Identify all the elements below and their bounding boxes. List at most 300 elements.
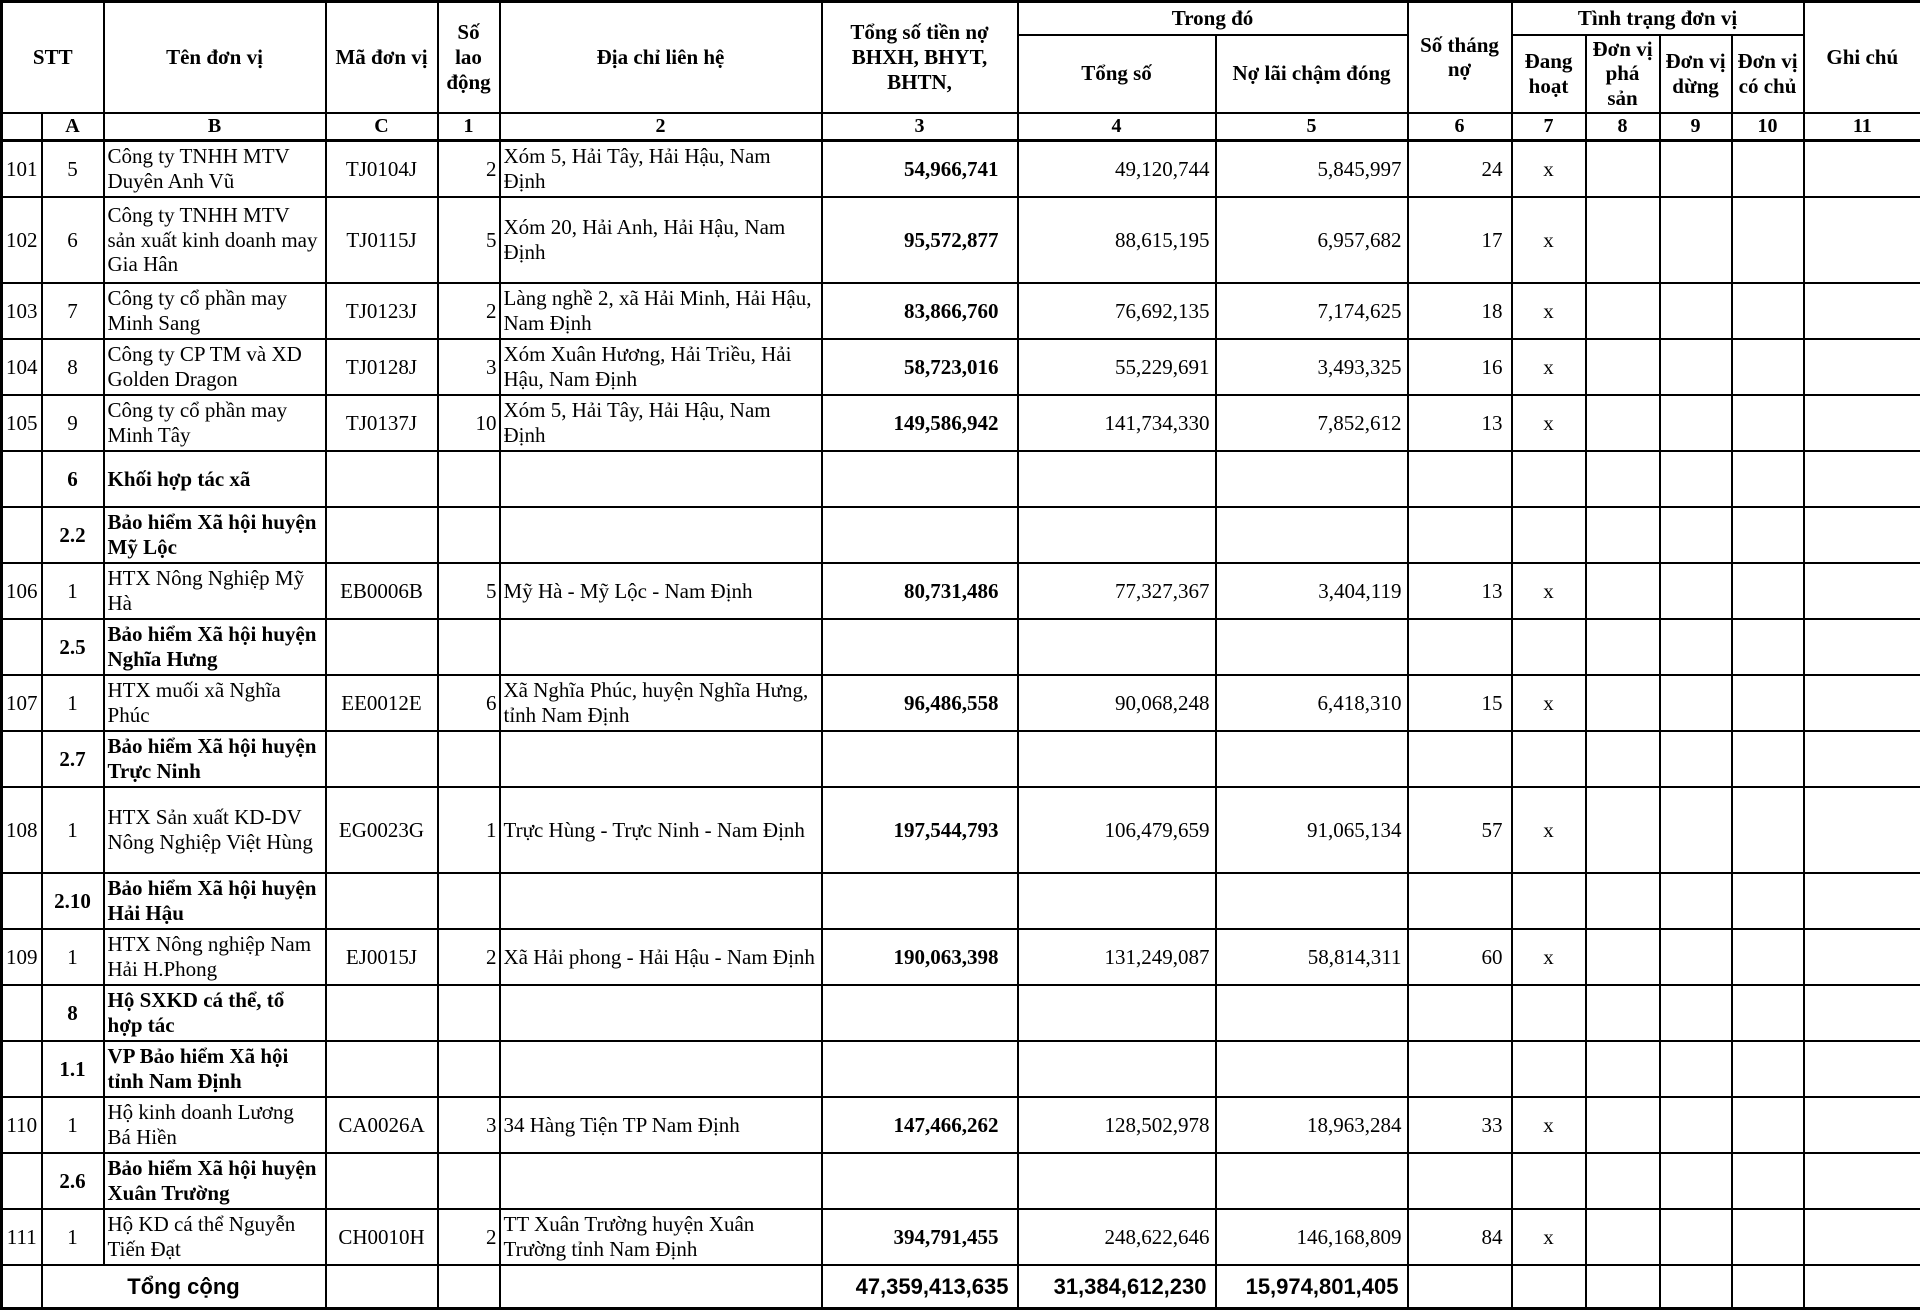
index-cell: 8 bbox=[1586, 113, 1660, 141]
cell-total-debt: 197,544,793 bbox=[822, 787, 1018, 873]
cell-months-owed bbox=[1408, 873, 1512, 929]
header-breakdown-total: Tổng số bbox=[1018, 35, 1216, 113]
cell-workers: 1 bbox=[438, 787, 500, 873]
cell-status-stopped bbox=[1660, 985, 1732, 1041]
cell-status-stopped bbox=[1660, 1209, 1732, 1265]
cell-total-debt: 83,866,760 bbox=[822, 283, 1018, 339]
cell-note bbox=[1804, 1209, 1920, 1265]
cell-stt: 104 bbox=[2, 339, 42, 395]
cell-note bbox=[1804, 873, 1920, 929]
cell-note bbox=[1804, 619, 1920, 675]
cell-section-name: Hộ SXKD cá thể, tổ hợp tác bbox=[104, 985, 326, 1041]
cell-note bbox=[1804, 563, 1920, 619]
cell-breakdown-total bbox=[1018, 1153, 1216, 1209]
index-cell: 4 bbox=[1018, 113, 1216, 141]
cell-note bbox=[1804, 1153, 1920, 1209]
cell-address bbox=[500, 731, 822, 787]
cell-workers: 5 bbox=[438, 563, 500, 619]
cell-total-debt bbox=[822, 1041, 1018, 1097]
cell-late-interest bbox=[1216, 873, 1408, 929]
cell-breakdown-total: 141,734,330 bbox=[1018, 395, 1216, 451]
cell-status-bankrupt bbox=[1586, 929, 1660, 985]
header-status-bankrupt: Đơn vị phá sản bbox=[1586, 35, 1660, 113]
data-row bbox=[2, 563, 1920, 619]
cell-unit-name: Hộ KD cá thể Nguyễn Tiến Đạt bbox=[104, 1209, 326, 1265]
cell-status-owner bbox=[1732, 1041, 1804, 1097]
cell-unit-code bbox=[326, 507, 438, 563]
cell-unit-name: Công ty cổ phần may Minh Tây bbox=[104, 395, 326, 451]
cell-section-name: Bảo hiểm Xã hội huyện Nghĩa Hưng bbox=[104, 619, 326, 675]
header-workers: Số lao động bbox=[438, 2, 500, 113]
total-interest-sum: 15,974,801,405 bbox=[1216, 1265, 1408, 1309]
cell-status-owner bbox=[1732, 339, 1804, 395]
cell-sub-index: 5 bbox=[42, 141, 104, 197]
cell-status-stopped bbox=[1660, 1153, 1732, 1209]
section-row bbox=[2, 1041, 1920, 1097]
cell-unit-name: HTX muối xã Nghĩa Phúc bbox=[104, 675, 326, 731]
cell-unit-code bbox=[326, 731, 438, 787]
cell-note bbox=[1804, 507, 1920, 563]
cell-status-active: x bbox=[1512, 141, 1586, 197]
cell-unit-name: Công ty cổ phần may Minh Sang bbox=[104, 283, 326, 339]
cell-status-active: x bbox=[1512, 395, 1586, 451]
cell-status-owner bbox=[1732, 985, 1804, 1041]
cell-late-interest bbox=[1216, 731, 1408, 787]
cell-unit-name: HTX Nông nghiệp Nam Hải H.Phong bbox=[104, 929, 326, 985]
cell-sub-index: 1.1 bbox=[42, 1041, 104, 1097]
cell-breakdown-total: 106,479,659 bbox=[1018, 787, 1216, 873]
cell-section-name: Bảo hiểm Xã hội huyện Xuân Trường bbox=[104, 1153, 326, 1209]
cell-late-interest: 146,168,809 bbox=[1216, 1209, 1408, 1265]
cell-stt bbox=[2, 507, 42, 563]
cell-total-debt bbox=[822, 873, 1018, 929]
cell-status-active bbox=[1512, 451, 1586, 507]
cell-unit-code: EG0023G bbox=[326, 787, 438, 873]
cell-status-bankrupt bbox=[1586, 395, 1660, 451]
cell-address: Mỹ Hà - Mỹ Lộc - Nam Định bbox=[500, 563, 822, 619]
cell-unit-name: Công ty TNHH MTV Duyên Anh Vũ bbox=[104, 141, 326, 197]
cell-status-owner bbox=[1732, 929, 1804, 985]
cell-stt bbox=[2, 451, 42, 507]
total-label: Tổng cộng bbox=[42, 1265, 326, 1309]
header-status-stopped: Đơn vị dừng bbox=[1660, 35, 1732, 113]
header-months-owed: Số tháng nợ bbox=[1408, 2, 1512, 113]
cell-total-debt bbox=[822, 451, 1018, 507]
section-row bbox=[2, 507, 1920, 563]
cell-late-interest: 91,065,134 bbox=[1216, 787, 1408, 873]
cell-breakdown-total: 55,229,691 bbox=[1018, 339, 1216, 395]
cell-status-bankrupt bbox=[1586, 197, 1660, 283]
cell-address bbox=[500, 1041, 822, 1097]
cell-status-bankrupt bbox=[1586, 873, 1660, 929]
cell-address bbox=[500, 619, 822, 675]
cell-late-interest: 6,418,310 bbox=[1216, 675, 1408, 731]
cell-total-debt: 394,791,455 bbox=[822, 1209, 1018, 1265]
cell-address: Xã Nghĩa Phúc, huyện Nghĩa Hưng, tỉnh Nam Định bbox=[500, 675, 822, 731]
cell-breakdown-total bbox=[1018, 731, 1216, 787]
cell-months-owed bbox=[1408, 1041, 1512, 1097]
index-cell: 9 bbox=[1660, 113, 1732, 141]
cell-months-owed: 33 bbox=[1408, 1097, 1512, 1153]
cell-status-stopped bbox=[1660, 395, 1732, 451]
cell-unit-code bbox=[326, 451, 438, 507]
cell-sub-index: 1 bbox=[42, 563, 104, 619]
cell-note bbox=[1804, 283, 1920, 339]
cell-workers bbox=[438, 731, 500, 787]
cell-breakdown-total bbox=[1018, 451, 1216, 507]
cell-status-active: x bbox=[1512, 1209, 1586, 1265]
cell-stt: 101 bbox=[2, 141, 42, 197]
cell-status-bankrupt bbox=[1586, 1097, 1660, 1153]
cell-unit-code: TJ0137J bbox=[326, 395, 438, 451]
cell-note bbox=[1804, 1041, 1920, 1097]
cell-stt bbox=[2, 1041, 42, 1097]
cell-months-owed bbox=[1408, 507, 1512, 563]
cell-months-owed: 13 bbox=[1408, 563, 1512, 619]
cell-breakdown-total bbox=[1018, 507, 1216, 563]
cell-workers bbox=[438, 507, 500, 563]
cell-breakdown-total: 90,068,248 bbox=[1018, 675, 1216, 731]
cell-unit-code: TJ0104J bbox=[326, 141, 438, 197]
cell-breakdown-total: 76,692,135 bbox=[1018, 283, 1216, 339]
header-late-interest: Nợ lãi chậm đóng bbox=[1216, 35, 1408, 113]
cell-note bbox=[1804, 929, 1920, 985]
section-row bbox=[2, 985, 1920, 1041]
cell-note bbox=[1804, 197, 1920, 283]
cell-address: Xã Hải phong - Hải Hậu - Nam Định bbox=[500, 929, 822, 985]
cell-months-owed: 60 bbox=[1408, 929, 1512, 985]
cell-note bbox=[1804, 731, 1920, 787]
cell-total-debt bbox=[822, 1153, 1018, 1209]
cell-total-debt bbox=[822, 619, 1018, 675]
cell-stt: 109 bbox=[2, 929, 42, 985]
index-cell: 10 bbox=[1732, 113, 1804, 141]
cell-status-active: x bbox=[1512, 1097, 1586, 1153]
data-row bbox=[2, 395, 1920, 451]
cell-late-interest bbox=[1216, 1153, 1408, 1209]
cell-late-interest bbox=[1216, 451, 1408, 507]
cell-address: Xóm Xuân Hương, Hải Triều, Hải Hậu, Nam Định bbox=[500, 339, 822, 395]
cell-total-debt bbox=[822, 731, 1018, 787]
cell-status-owner bbox=[1732, 283, 1804, 339]
cell-status-stopped bbox=[1660, 563, 1732, 619]
cell-late-interest: 18,963,284 bbox=[1216, 1097, 1408, 1153]
cell-note bbox=[1804, 339, 1920, 395]
cell-sub-index: 6 bbox=[42, 451, 104, 507]
index-cell: 7 bbox=[1512, 113, 1586, 141]
cell-unit-code: EE0012E bbox=[326, 675, 438, 731]
cell-status-stopped bbox=[1660, 1097, 1732, 1153]
cell-status-bankrupt bbox=[1586, 141, 1660, 197]
cell-status-owner bbox=[1732, 563, 1804, 619]
total-principal-sum: 31,384,612,230 bbox=[1018, 1265, 1216, 1309]
cell-status-stopped bbox=[1660, 929, 1732, 985]
cell-workers: 3 bbox=[438, 339, 500, 395]
header-unit-status: Tình trạng đơn vị bbox=[1512, 2, 1804, 35]
cell-workers: 6 bbox=[438, 675, 500, 731]
cell-workers bbox=[438, 873, 500, 929]
index-cell: 6 bbox=[1408, 113, 1512, 141]
cell-breakdown-total: 248,622,646 bbox=[1018, 1209, 1216, 1265]
cell-status-stopped bbox=[1660, 451, 1732, 507]
index-cell: 11 bbox=[1804, 113, 1920, 141]
section-row bbox=[2, 731, 1920, 787]
cell-breakdown-total: 128,502,978 bbox=[1018, 1097, 1216, 1153]
cell-breakdown-total bbox=[1018, 619, 1216, 675]
cell-status-stopped bbox=[1660, 731, 1732, 787]
cell-status-active: x bbox=[1512, 675, 1586, 731]
cell-status-active: x bbox=[1512, 929, 1586, 985]
cell-breakdown-total: 131,249,087 bbox=[1018, 929, 1216, 985]
cell-unit-code bbox=[326, 985, 438, 1041]
cell-address bbox=[500, 507, 822, 563]
cell-status-owner bbox=[1732, 507, 1804, 563]
cell-months-owed bbox=[1408, 619, 1512, 675]
cell-breakdown-total bbox=[1018, 873, 1216, 929]
cell-months-owed bbox=[1408, 451, 1512, 507]
cell-late-interest: 3,493,325 bbox=[1216, 339, 1408, 395]
cell-late-interest: 3,404,119 bbox=[1216, 563, 1408, 619]
cell-status-stopped bbox=[1660, 873, 1732, 929]
cell-unit-code bbox=[326, 619, 438, 675]
cell-status-owner bbox=[1732, 395, 1804, 451]
cell-sub-index: 8 bbox=[42, 985, 104, 1041]
cell-sub-index: 1 bbox=[42, 929, 104, 985]
header-stt: STT bbox=[2, 2, 104, 113]
cell-status-stopped bbox=[1660, 283, 1732, 339]
cell-stt: 110 bbox=[2, 1097, 42, 1153]
cell-empty bbox=[1586, 1265, 1660, 1309]
cell-status-bankrupt bbox=[1586, 451, 1660, 507]
header-index-row bbox=[2, 113, 1920, 141]
cell-status-stopped bbox=[1660, 1041, 1732, 1097]
cell-total-debt: 147,466,262 bbox=[822, 1097, 1018, 1153]
cell-workers: 2 bbox=[438, 929, 500, 985]
cell-note bbox=[1804, 1097, 1920, 1153]
cell-late-interest bbox=[1216, 1041, 1408, 1097]
cell-sub-index: 1 bbox=[42, 1209, 104, 1265]
cell-status-owner bbox=[1732, 1097, 1804, 1153]
cell-late-interest: 5,845,997 bbox=[1216, 141, 1408, 197]
cell-note bbox=[1804, 675, 1920, 731]
cell-section-name: Bảo hiểm Xã hội huyện Mỹ Lộc bbox=[104, 507, 326, 563]
cell-status-active bbox=[1512, 1153, 1586, 1209]
table-body bbox=[2, 141, 1920, 1265]
data-row bbox=[2, 283, 1920, 339]
cell-workers: 5 bbox=[438, 197, 500, 283]
cell-note bbox=[1804, 141, 1920, 197]
cell-total-debt: 54,966,741 bbox=[822, 141, 1018, 197]
index-cell: B bbox=[104, 113, 326, 141]
cell-sub-index: 2.10 bbox=[42, 873, 104, 929]
cell-status-owner bbox=[1732, 619, 1804, 675]
cell-unit-code: TJ0128J bbox=[326, 339, 438, 395]
cell-status-bankrupt bbox=[1586, 787, 1660, 873]
cell-status-stopped bbox=[1660, 507, 1732, 563]
cell-sub-index: 7 bbox=[42, 283, 104, 339]
cell-status-active bbox=[1512, 731, 1586, 787]
index-cell: 5 bbox=[1216, 113, 1408, 141]
cell-workers bbox=[438, 985, 500, 1041]
data-row bbox=[2, 675, 1920, 731]
cell-note bbox=[1804, 451, 1920, 507]
cell-breakdown-total bbox=[1018, 985, 1216, 1041]
cell-status-bankrupt bbox=[1586, 1209, 1660, 1265]
index-cell bbox=[2, 113, 42, 141]
index-cell: 2 bbox=[500, 113, 822, 141]
cell-unit-code bbox=[326, 1041, 438, 1097]
cell-empty bbox=[1804, 1265, 1920, 1309]
cell-stt bbox=[2, 619, 42, 675]
cell-address: Xóm 5, Hải Tây, Hải Hậu, Nam Định bbox=[500, 395, 822, 451]
cell-total-debt: 95,572,877 bbox=[822, 197, 1018, 283]
header-total-debt: Tổng số tiền nợ BHXH, BHYT, BHTN, bbox=[822, 2, 1018, 113]
cell-months-owed: 18 bbox=[1408, 283, 1512, 339]
cell-breakdown-total: 88,615,195 bbox=[1018, 197, 1216, 283]
cell-status-owner bbox=[1732, 675, 1804, 731]
cell-section-name: Bảo hiểm Xã hội huyện Trực Ninh bbox=[104, 731, 326, 787]
cell-stt bbox=[2, 873, 42, 929]
cell-unit-name: Công ty CP TM và XD Golden Dragon bbox=[104, 339, 326, 395]
cell-status-owner bbox=[1732, 731, 1804, 787]
cell-workers bbox=[438, 1153, 500, 1209]
cell-status-bankrupt bbox=[1586, 1041, 1660, 1097]
cell-status-active: x bbox=[1512, 339, 1586, 395]
cell-stt: 105 bbox=[2, 395, 42, 451]
cell-stt: 102 bbox=[2, 197, 42, 283]
cell-months-owed: 17 bbox=[1408, 197, 1512, 283]
table-footer bbox=[2, 1265, 1920, 1309]
cell-workers: 2 bbox=[438, 1209, 500, 1265]
cell-status-active: x bbox=[1512, 563, 1586, 619]
cell-empty bbox=[500, 1265, 822, 1309]
cell-section-name: Khối hợp tác xã bbox=[104, 451, 326, 507]
cell-status-bankrupt bbox=[1586, 619, 1660, 675]
cell-months-owed: 13 bbox=[1408, 395, 1512, 451]
cell-note bbox=[1804, 787, 1920, 873]
cell-total-debt bbox=[822, 507, 1018, 563]
cell-sub-index: 2.6 bbox=[42, 1153, 104, 1209]
cell-address: Xóm 20, Hải Anh, Hải Hậu, Nam Định bbox=[500, 197, 822, 283]
section-row bbox=[2, 1153, 1920, 1209]
cell-status-owner bbox=[1732, 1153, 1804, 1209]
cell-stt: 103 bbox=[2, 283, 42, 339]
cell-stt bbox=[2, 1153, 42, 1209]
cell-status-stopped bbox=[1660, 197, 1732, 283]
cell-status-bankrupt bbox=[1586, 563, 1660, 619]
cell-status-bankrupt bbox=[1586, 507, 1660, 563]
cell-stt bbox=[2, 985, 42, 1041]
cell-months-owed bbox=[1408, 1153, 1512, 1209]
cell-address: TT Xuân Trường huyện Xuân Trường tỉnh Nam Định bbox=[500, 1209, 822, 1265]
cell-empty bbox=[438, 1265, 500, 1309]
cell-section-name: VP Bảo hiểm Xã hội tỉnh Nam Định bbox=[104, 1041, 326, 1097]
cell-empty bbox=[2, 1265, 42, 1309]
cell-unit-code: CH0010H bbox=[326, 1209, 438, 1265]
cell-status-bankrupt bbox=[1586, 283, 1660, 339]
header-notes: Ghi chú bbox=[1804, 2, 1920, 113]
cell-note bbox=[1804, 985, 1920, 1041]
cell-workers: 2 bbox=[438, 283, 500, 339]
cell-sub-index: 9 bbox=[42, 395, 104, 451]
cell-stt: 108 bbox=[2, 787, 42, 873]
cell-months-owed bbox=[1408, 731, 1512, 787]
cell-status-owner bbox=[1732, 1209, 1804, 1265]
cell-late-interest: 58,814,311 bbox=[1216, 929, 1408, 985]
cell-months-owed: 16 bbox=[1408, 339, 1512, 395]
header-status-owner: Đơn vị có chủ bbox=[1732, 35, 1804, 113]
header-status-active: Đang hoạt bbox=[1512, 35, 1586, 113]
header-row-1 bbox=[2, 2, 1920, 35]
index-cell: C bbox=[326, 113, 438, 141]
header-unit-name: Tên đơn vị bbox=[104, 2, 326, 113]
cell-note bbox=[1804, 395, 1920, 451]
section-row bbox=[2, 451, 1920, 507]
cell-workers: 10 bbox=[438, 395, 500, 451]
cell-status-stopped bbox=[1660, 619, 1732, 675]
cell-empty bbox=[1732, 1265, 1804, 1309]
cell-status-active bbox=[1512, 507, 1586, 563]
cell-late-interest: 7,174,625 bbox=[1216, 283, 1408, 339]
cell-workers bbox=[438, 451, 500, 507]
cell-address bbox=[500, 451, 822, 507]
cell-sub-index: 2.5 bbox=[42, 619, 104, 675]
cell-unit-name: Hộ kinh doanh Lương Bá Hiền bbox=[104, 1097, 326, 1153]
cell-status-bankrupt bbox=[1586, 985, 1660, 1041]
index-cell: A bbox=[42, 113, 104, 141]
cell-stt: 111 bbox=[2, 1209, 42, 1265]
cell-status-owner bbox=[1732, 197, 1804, 283]
cell-workers: 2 bbox=[438, 141, 500, 197]
cell-unit-code bbox=[326, 1153, 438, 1209]
cell-address: Xóm 5, Hải Tây, Hải Hậu, Nam Định bbox=[500, 141, 822, 197]
cell-status-bankrupt bbox=[1586, 1153, 1660, 1209]
cell-late-interest: 6,957,682 bbox=[1216, 197, 1408, 283]
cell-breakdown-total: 49,120,744 bbox=[1018, 141, 1216, 197]
cell-unit-code: CA0026A bbox=[326, 1097, 438, 1153]
cell-total-debt bbox=[822, 985, 1018, 1041]
cell-unit-name: Công ty TNHH MTV sản xuất kinh doanh may Gia Hân bbox=[104, 197, 326, 283]
cell-breakdown-total: 77,327,367 bbox=[1018, 563, 1216, 619]
data-row bbox=[2, 1097, 1920, 1153]
cell-late-interest: 7,852,612 bbox=[1216, 395, 1408, 451]
cell-address bbox=[500, 873, 822, 929]
cell-unit-name: HTX Nông Nghiệp Mỹ Hà bbox=[104, 563, 326, 619]
index-cell: 1 bbox=[438, 113, 500, 141]
index-cell: 3 bbox=[822, 113, 1018, 141]
cell-workers bbox=[438, 1041, 500, 1097]
cell-address bbox=[500, 1153, 822, 1209]
data-row bbox=[2, 929, 1920, 985]
cell-status-bankrupt bbox=[1586, 339, 1660, 395]
cell-status-owner bbox=[1732, 873, 1804, 929]
cell-breakdown-total bbox=[1018, 1041, 1216, 1097]
data-row bbox=[2, 787, 1920, 873]
cell-status-active bbox=[1512, 873, 1586, 929]
cell-sub-index: 8 bbox=[42, 339, 104, 395]
header-unit-code: Mã đơn vị bbox=[326, 2, 438, 113]
cell-unit-code: EB0006B bbox=[326, 563, 438, 619]
cell-status-bankrupt bbox=[1586, 675, 1660, 731]
cell-status-owner bbox=[1732, 141, 1804, 197]
cell-status-owner bbox=[1732, 451, 1804, 507]
cell-status-active: x bbox=[1512, 787, 1586, 873]
total-row bbox=[2, 1265, 1920, 1309]
data-row bbox=[2, 141, 1920, 197]
cell-months-owed: 84 bbox=[1408, 1209, 1512, 1265]
cell-unit-code: TJ0123J bbox=[326, 283, 438, 339]
cell-status-stopped bbox=[1660, 339, 1732, 395]
